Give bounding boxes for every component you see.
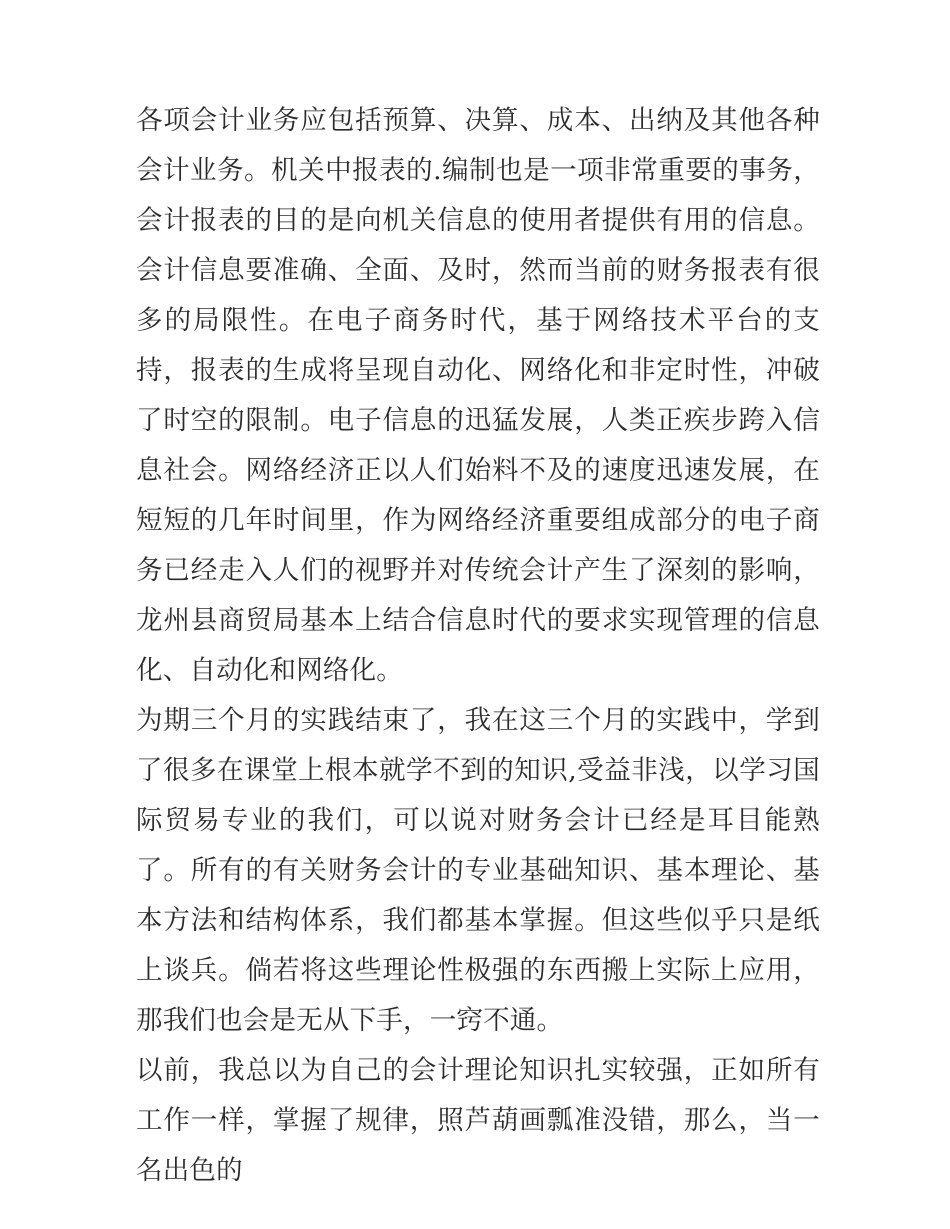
paragraph-1: 各项会计业务应包括预算、决算、成本、出纳及其他各种会计业务。机关中报表的.编制也是一项非常重要的事务，会计报表的目的是向机关信息的使用者提供有用的信息。会计信息要准确、全面、及时，然而当前的财务报表有很多的局限性。在电子商务时代，基于网络技术平台的支持，报表的生成将呈现自动化、网络化和非定时性，冲破了时空的限制。电子信息的迅猛发展，人类正疾步跨入信息社会。网络经济正以人们始料不及的速度迅速发展，在短短的几年时间里，作为网络经济重要组成部分的电子商务已经走入人们的视野并对传统会计产生了深刻的影响，龙州县商贸局基本上结合信息时代的要求实现管理的信息化、自动化和网络化。 <box>136 105 820 686</box>
paragraph-2: 为期三个月的实践结束了，我在这三个月的实践中，学到了很多在课堂上根本就学不到的知识,受益非浅，以学习国际贸易专业的我们，可以说对财务会计已经是耳目能熟了。所有的有关财务会计的专业基础知识、基本理论、基本方法和结构体系，我们都基本掌握。但这些似乎只是纸上谈兵。倘若将这些理论性极强的东西搬上实际上应用，那我们也会是无从下手，一窍不通。 <box>136 705 820 1036</box>
paragraph-3: 以前，我总以为自己的会计理论知识扎实较强，正如所有工作一样，掌握了规律，照芦葫画瓢准没错，那么，当一名出色的 <box>136 1055 820 1186</box>
document-text-body <box>136 96 820 1196</box>
